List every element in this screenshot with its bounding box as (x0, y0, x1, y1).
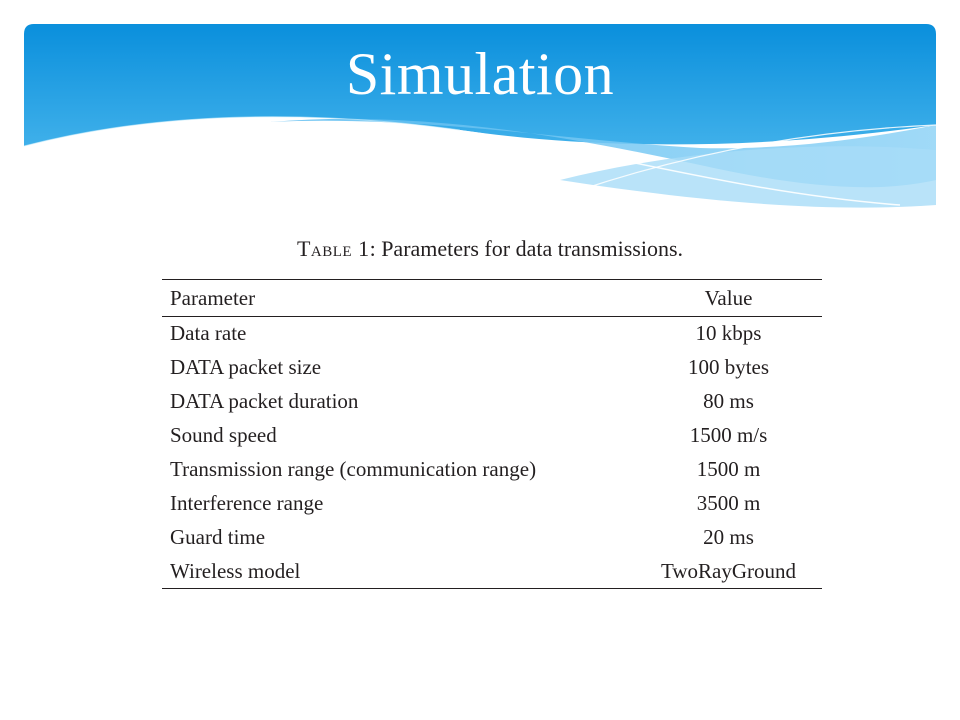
table-row (162, 453, 822, 487)
table-row (162, 486, 822, 520)
table-caption-label: Table 1 (296, 236, 370, 261)
value-cell: 80 ms (703, 389, 754, 414)
parameter-cell: Interference range (170, 490, 324, 515)
column-header-parameter: Parameter (162, 280, 635, 317)
value-cell: 1500 m/s (689, 423, 768, 448)
parameter-cell: Guard time (170, 524, 266, 549)
parameter-cell: Sound speed (170, 423, 277, 448)
header-banner (0, 0, 960, 230)
table-row (162, 554, 822, 588)
parameter-cell: Wireless model (162, 554, 635, 588)
table-caption-text: : Parameters for data transmissions. (369, 236, 684, 261)
parameter-cell: Data rate (170, 321, 247, 346)
value-cell: 20 ms (703, 524, 754, 549)
value-cell: 10 kbps (695, 321, 762, 346)
value-cell: TwoRayGround (635, 554, 822, 588)
value-cell: 3500 m (696, 490, 761, 515)
parameters-table (162, 279, 822, 589)
value-cell: 1500 m (696, 457, 761, 481)
table-header-row (162, 280, 822, 317)
table-caption (160, 236, 820, 262)
wave-banner-graphic (0, 0, 960, 230)
table-row (162, 317, 822, 351)
table-row (162, 351, 822, 385)
column-header-value: Value (635, 280, 822, 317)
slide-title: Simulation (345, 41, 615, 107)
parameter-cell: DATA packet duration (170, 389, 359, 414)
parameter-cell: Transmission range (communication range) (170, 457, 537, 481)
value-cell: 100 bytes (687, 355, 770, 380)
table-row (162, 520, 822, 554)
table-row (162, 419, 822, 453)
table-row (162, 385, 822, 419)
parameter-cell: DATA packet size (170, 355, 322, 380)
